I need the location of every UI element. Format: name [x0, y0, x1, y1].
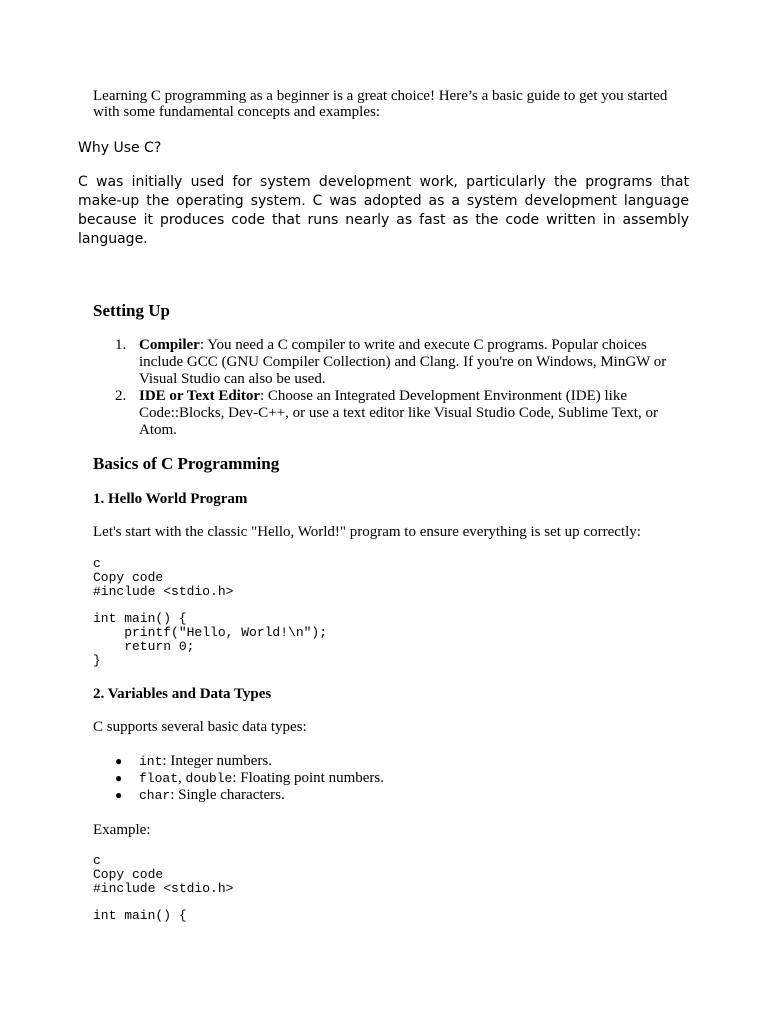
list-text: : Floating point numbers. — [232, 770, 384, 786]
list-text: : You need a C compiler to write and execute C programs. Popular choices include GCC (GNU Compiler Collection) and Clang. If you're on Windows, MinGW or Visual Studio can also be used. — [139, 337, 667, 387]
variables-code-block: c Copy code #include <stdio.h> int main() { — [93, 853, 234, 924]
variables-heading: 2. Variables and Data Types — [93, 686, 272, 702]
hello-world-code-block: c Copy code #include <stdio.h> int main() { printf("Hello, World!\n"); return 0; } — [93, 556, 328, 668]
list-text: : Integer numbers. — [162, 753, 272, 769]
intro-paragraph: Learning C programming as a beginner is a great choice! Here’s a basic guide to get you started with some fundamental concepts and examples: — [93, 88, 668, 120]
data-types-list — [93, 753, 384, 804]
why-use-c-body: C was initially used for system development work, particularly the programs that make-up the operating system. C was adopted as a system development language because it produces code that runs nearly as fast as the code written in assembly language. — [78, 174, 689, 247]
list-term: IDE or Text Editor — [139, 388, 260, 404]
setup-list — [93, 337, 683, 439]
list-item — [93, 787, 384, 804]
list-number: 2. — [115, 388, 127, 404]
variables-intro: C supports several basic data types: — [93, 719, 307, 735]
basics-heading: Basics of C Programming — [93, 454, 280, 473]
example-label: Example: — [93, 822, 151, 838]
setting-up-heading: Setting Up — [93, 301, 170, 320]
list-text: : Single characters. — [170, 787, 285, 803]
type-code: char — [139, 788, 171, 803]
bullet-icon: ● — [115, 754, 123, 768]
hello-world-intro: Let's start with the classic "Hello, World!" program to ensure everything is set up correctly: — [93, 524, 641, 540]
type-separator: , — [178, 770, 186, 786]
bullet-icon: ● — [115, 788, 123, 802]
bullet-icon: ● — [115, 771, 123, 785]
list-item — [93, 337, 683, 388]
type-code: double — [185, 771, 233, 786]
type-code: float — [139, 771, 179, 786]
list-number: 1. — [115, 337, 127, 353]
why-use-c-heading: Why Use C? — [78, 140, 162, 156]
hello-world-heading: 1. Hello World Program — [93, 491, 248, 507]
list-item — [93, 388, 683, 439]
type-code: int — [139, 754, 163, 769]
list-text: : Choose an Integrated Development Environment (IDE) like Code::Blocks, Dev-C++, or use a text editor like Visual Studio Code, Sublime Text, or Atom. — [139, 388, 658, 438]
list-term: Compiler — [139, 337, 200, 353]
list-item — [93, 753, 384, 770]
list-item — [93, 770, 384, 787]
